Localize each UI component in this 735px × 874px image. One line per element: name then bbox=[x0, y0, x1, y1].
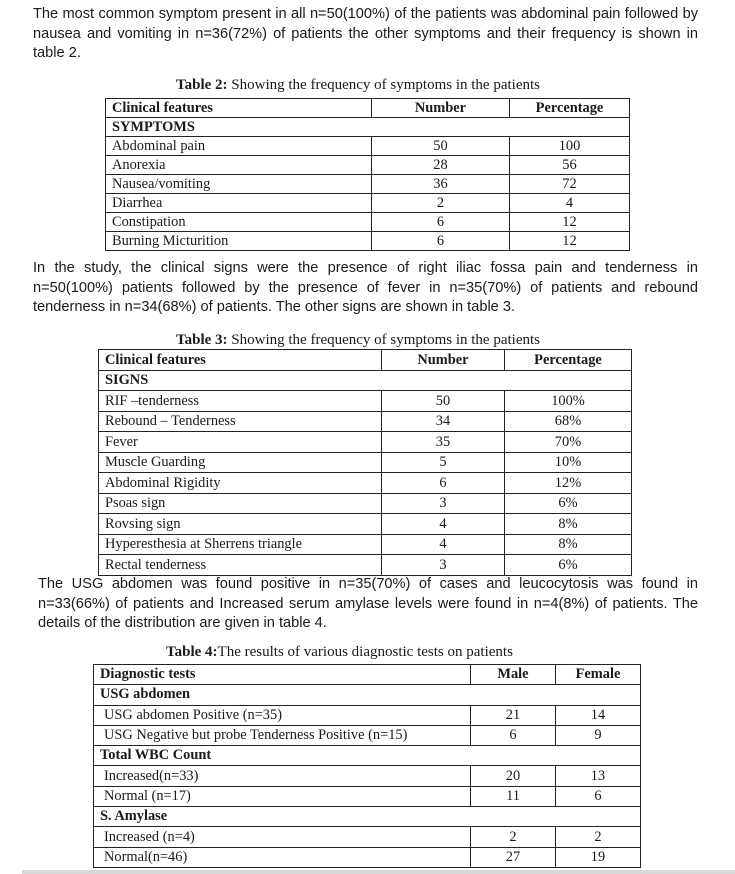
table-row bbox=[106, 137, 630, 156]
percentage-cell: 4 bbox=[510, 194, 630, 213]
percentage-cell: 6% bbox=[505, 493, 632, 514]
paragraph-signs: In the study, the clinical signs were the presence of right iliac fossa pain and tenderness in n=50(100%) patients followed by the presence of fever in n=35(70%) of patients and rebound tenderness in n=34(68%) of patients. The other signs are shown in table 3. bbox=[33, 260, 698, 315]
female-cell: 19 bbox=[556, 847, 641, 867]
female-cell: 2 bbox=[556, 827, 641, 847]
female-cell: 14 bbox=[556, 705, 641, 725]
header-percentage: Percentage bbox=[505, 350, 632, 371]
feature-cell: Burning Micturition bbox=[106, 232, 372, 251]
table3-signs bbox=[98, 349, 632, 576]
number-cell: 5 bbox=[382, 452, 505, 473]
table-row bbox=[99, 411, 632, 432]
table2-caption-text: Showing the frequency of symptoms in the patients bbox=[227, 77, 540, 93]
table-row bbox=[99, 432, 632, 453]
number-cell: 28 bbox=[372, 156, 510, 175]
test-cell: USG abdomen Positive (n=35) bbox=[94, 705, 471, 725]
group-s-amylase: S. Amylase bbox=[94, 807, 641, 827]
number-cell: 2 bbox=[372, 194, 510, 213]
header-female: Female bbox=[556, 665, 641, 685]
male-cell: 2 bbox=[471, 827, 556, 847]
number-cell: 3 bbox=[382, 555, 505, 576]
page-bottom-divider bbox=[22, 870, 735, 874]
percentage-cell: 100 bbox=[510, 137, 630, 156]
table-row bbox=[106, 156, 630, 175]
table3-caption-label: Table 3: bbox=[176, 332, 228, 348]
percentage-cell: 8% bbox=[505, 514, 632, 535]
table-row bbox=[99, 452, 632, 473]
table-header-row bbox=[94, 665, 641, 685]
number-cell: 6 bbox=[372, 232, 510, 251]
table-row bbox=[94, 786, 641, 806]
table4-diagnostic-tests bbox=[93, 664, 641, 868]
table-row bbox=[99, 514, 632, 535]
male-cell: 20 bbox=[471, 766, 556, 786]
feature-cell: Hyperesthesia at Sherrens triangle bbox=[99, 534, 382, 555]
group-usg-abdomen: USG abdomen bbox=[94, 685, 641, 705]
table4-caption-text: The results of various diagnostic tests on patients bbox=[217, 644, 513, 660]
table-row bbox=[99, 391, 632, 412]
paragraph-symptoms: The most common symptom present in all n=50(100%) of the patients was abdominal pain followed by nausea and vomiting in n=36(72%) of patients the other symptoms and their frequency is shown in table 2. bbox=[33, 6, 698, 61]
number-cell: 34 bbox=[382, 411, 505, 432]
number-cell: 50 bbox=[382, 391, 505, 412]
section-row bbox=[99, 370, 632, 391]
percentage-cell: 10% bbox=[505, 452, 632, 473]
number-cell: 4 bbox=[382, 534, 505, 555]
section-symptoms: SYMPTOMS bbox=[106, 118, 630, 137]
male-cell: 27 bbox=[471, 847, 556, 867]
group-row bbox=[94, 685, 641, 705]
table2-caption-label: Table 2: bbox=[176, 77, 228, 93]
feature-cell: Rebound – Tenderness bbox=[99, 411, 382, 432]
header-number: Number bbox=[372, 99, 510, 118]
header-diagnostic-tests: Diagnostic tests bbox=[94, 665, 471, 685]
number-cell: 6 bbox=[382, 473, 505, 494]
header-percentage: Percentage bbox=[510, 99, 630, 118]
header-male: Male bbox=[471, 665, 556, 685]
table-row bbox=[99, 534, 632, 555]
header-clinical-features: Clinical features bbox=[106, 99, 372, 118]
female-cell: 9 bbox=[556, 725, 641, 745]
table3-caption-text: Showing the frequency of symptoms in the patients bbox=[227, 332, 540, 348]
table-row bbox=[99, 473, 632, 494]
table-header-row bbox=[99, 350, 632, 371]
header-clinical-features: Clinical features bbox=[99, 350, 382, 371]
number-cell: 3 bbox=[382, 493, 505, 514]
percentage-cell: 70% bbox=[505, 432, 632, 453]
feature-cell: Psoas sign bbox=[99, 493, 382, 514]
table-row bbox=[94, 725, 641, 745]
table2-caption bbox=[176, 77, 540, 94]
feature-cell: Muscle Guarding bbox=[99, 452, 382, 473]
table4-caption bbox=[166, 644, 513, 661]
number-cell: 50 bbox=[372, 137, 510, 156]
feature-cell: Rovsing sign bbox=[99, 514, 382, 535]
percentage-cell: 56 bbox=[510, 156, 630, 175]
test-cell: Normal (n=17) bbox=[94, 786, 471, 806]
table-row bbox=[99, 555, 632, 576]
table-row bbox=[106, 194, 630, 213]
percentage-cell: 8% bbox=[505, 534, 632, 555]
percentage-cell: 6% bbox=[505, 555, 632, 576]
percentage-cell: 68% bbox=[505, 411, 632, 432]
feature-cell: Constipation bbox=[106, 213, 372, 232]
table4-caption-label: Table 4: bbox=[166, 644, 218, 660]
male-cell: 21 bbox=[471, 705, 556, 725]
feature-cell: Abdominal pain bbox=[106, 137, 372, 156]
group-row bbox=[94, 746, 641, 766]
test-cell: Increased(n=33) bbox=[94, 766, 471, 786]
group-total-wbc-count: Total WBC Count bbox=[94, 746, 641, 766]
percentage-cell: 12 bbox=[510, 213, 630, 232]
female-cell: 6 bbox=[556, 786, 641, 806]
male-cell: 6 bbox=[471, 725, 556, 745]
feature-cell: Rectal tenderness bbox=[99, 555, 382, 576]
percentage-cell: 12% bbox=[505, 473, 632, 494]
percentage-cell: 72 bbox=[510, 175, 630, 194]
feature-cell: Nausea/vomiting bbox=[106, 175, 372, 194]
header-number: Number bbox=[382, 350, 505, 371]
section-signs: SIGNS bbox=[99, 370, 632, 391]
table-row bbox=[94, 847, 641, 867]
test-cell: Increased (n=4) bbox=[94, 827, 471, 847]
table-row bbox=[106, 232, 630, 251]
percentage-cell: 100% bbox=[505, 391, 632, 412]
feature-cell: Abdominal Rigidity bbox=[99, 473, 382, 494]
feature-cell: Diarrhea bbox=[106, 194, 372, 213]
number-cell: 4 bbox=[382, 514, 505, 535]
table-row bbox=[99, 493, 632, 514]
number-cell: 36 bbox=[372, 175, 510, 194]
female-cell: 13 bbox=[556, 766, 641, 786]
test-cell: Normal(n=46) bbox=[94, 847, 471, 867]
number-cell: 35 bbox=[382, 432, 505, 453]
table-row bbox=[94, 827, 641, 847]
table-row bbox=[106, 213, 630, 232]
feature-cell: RIF –tenderness bbox=[99, 391, 382, 412]
number-cell: 6 bbox=[372, 213, 510, 232]
table3-caption bbox=[176, 332, 540, 349]
table-header-row bbox=[106, 99, 630, 118]
male-cell: 11 bbox=[471, 786, 556, 806]
percentage-cell: 12 bbox=[510, 232, 630, 251]
feature-cell: Anorexia bbox=[106, 156, 372, 175]
table-row bbox=[94, 766, 641, 786]
group-row bbox=[94, 807, 641, 827]
table2-symptoms bbox=[105, 98, 630, 251]
test-cell: USG Negative but probe Tenderness Positive (n=15) bbox=[94, 725, 471, 745]
table-row bbox=[94, 705, 641, 725]
table-row bbox=[106, 175, 630, 194]
section-row bbox=[106, 118, 630, 137]
feature-cell: Fever bbox=[99, 432, 382, 453]
paragraph-diagnostics: The USG abdomen was found positive in n=35(70%) of cases and leucocytosis was found in n=33(66%) of patients and Increased serum amylase levels were found in n=4(8%) of patients. The details of the distribution are given in table 4. bbox=[38, 576, 698, 631]
